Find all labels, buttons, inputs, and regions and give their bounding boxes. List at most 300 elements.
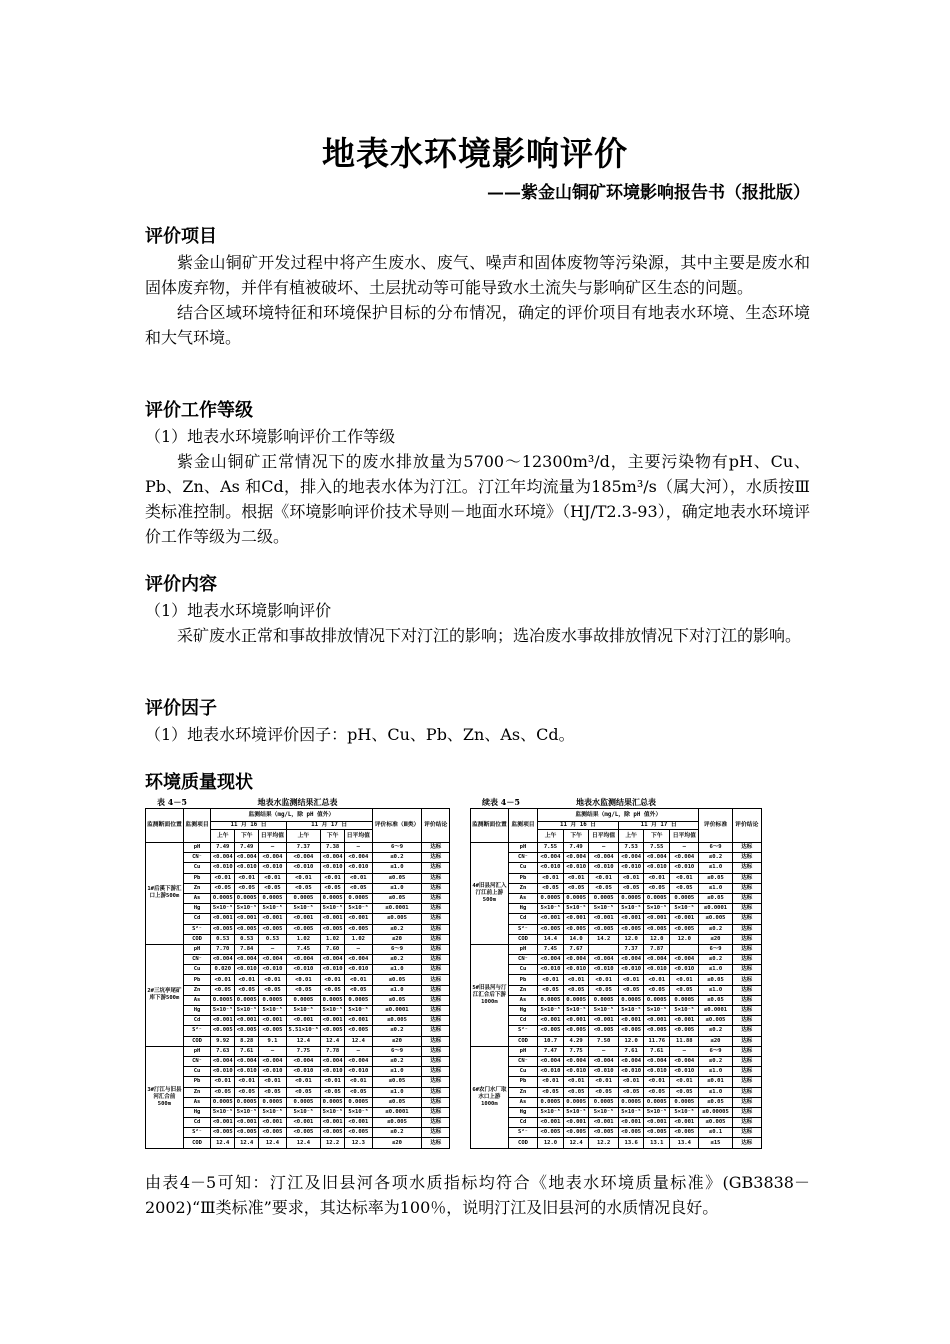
- value-cell: <0.010: [259, 965, 286, 975]
- table-row: [471, 1097, 762, 1107]
- conclusion-cell: 达标: [732, 944, 761, 954]
- value-cell: 5×10⁻⁵: [321, 1107, 345, 1117]
- value-cell: <0.05: [618, 985, 644, 995]
- header-period: 上午: [286, 830, 320, 843]
- value-cell: <0.01: [618, 1077, 644, 1087]
- table-caption: 地表水监测结果汇总表: [576, 797, 656, 807]
- value-cell: <0.010: [345, 965, 372, 975]
- value-cell: <0.010: [589, 965, 618, 975]
- value-cell: <0.005: [235, 1128, 259, 1138]
- value-cell: <0.01: [321, 1077, 345, 1087]
- value-cell: ≤0.05: [699, 873, 732, 883]
- table-row: [471, 1056, 762, 1066]
- value-cell: 0.53: [235, 934, 259, 944]
- table-row: [146, 1097, 450, 1107]
- value-cell: <0.005: [259, 1026, 286, 1036]
- value-cell: <0.001: [538, 1118, 564, 1128]
- value-cell: <0.001: [618, 1016, 644, 1026]
- value-cell: 5×10⁻⁵: [321, 904, 345, 914]
- item-cell: Zn: [183, 883, 210, 893]
- value-cell: <0.005: [644, 924, 670, 934]
- value-cell: 9.92: [211, 1036, 235, 1046]
- value-cell: <0.05: [670, 1087, 699, 1097]
- value-cell: <0.005: [589, 924, 618, 934]
- value-cell: ≤1.0: [372, 1087, 422, 1097]
- value-cell: <0.01: [644, 873, 670, 883]
- value-cell: 0.0005: [286, 995, 320, 1005]
- value-cell: <0.004: [538, 955, 564, 965]
- value-cell: 0.0005: [670, 995, 699, 1005]
- value-cell: <0.010: [589, 1067, 618, 1077]
- value-cell: <0.005: [345, 1128, 372, 1138]
- header-standard: 评价标准: [699, 809, 732, 843]
- item-cell: COD: [183, 934, 210, 944]
- section-evaluation-items: [145, 224, 810, 350]
- value-cell: 7.55: [644, 843, 670, 853]
- value-cell: <0.010: [618, 863, 644, 873]
- value-cell: 12.4: [259, 1138, 286, 1148]
- value-cell: [670, 944, 699, 954]
- table-row: [146, 914, 450, 924]
- item-cell: Cd: [508, 914, 537, 924]
- value-cell: 12.0: [670, 934, 699, 944]
- value-cell: <0.01: [538, 1077, 564, 1087]
- value-cell: <0.001: [211, 914, 235, 924]
- value-cell: 5×10⁻⁵: [538, 1006, 564, 1016]
- value-cell: 0.0005: [589, 893, 618, 903]
- value-cell: <0.004: [670, 955, 699, 965]
- value-cell: <0.005: [259, 924, 286, 934]
- header-day2: 11 月 17 日: [618, 822, 699, 830]
- site-cell: 1#后溪下游汇口上游500m: [146, 843, 184, 945]
- conclusion-cell: 达标: [422, 1087, 450, 1097]
- conclusion-cell: 达标: [732, 924, 761, 934]
- value-cell: <0.004: [563, 853, 589, 863]
- item-cell: Cu: [508, 863, 537, 873]
- value-cell: ≤0.05: [699, 893, 732, 903]
- value-cell: ≤1.0: [699, 985, 732, 995]
- value-cell: <0.05: [618, 883, 644, 893]
- value-cell: <0.005: [538, 1026, 564, 1036]
- value-cell: 0.0005: [259, 893, 286, 903]
- table-row: [471, 1087, 762, 1097]
- value-cell: <0.01: [538, 873, 564, 883]
- value-cell: <0.001: [259, 1118, 286, 1128]
- value-cell: 5×10⁻⁵: [259, 1006, 286, 1016]
- conclusion-cell: 达标: [422, 934, 450, 944]
- item-cell: COD: [508, 1138, 537, 1148]
- conclusion-cell: 达标: [422, 944, 450, 954]
- value-cell: 0.0005: [563, 1097, 589, 1107]
- table-row: [471, 1006, 762, 1016]
- table-row: [471, 863, 762, 873]
- value-cell: <0.004: [618, 1056, 644, 1066]
- table-row: [146, 1056, 450, 1066]
- value-cell: 5×10⁻⁵: [644, 1107, 670, 1117]
- value-cell: 7.70: [211, 944, 235, 954]
- value-cell: ≤0.05: [372, 995, 422, 1005]
- value-cell: 12.4: [235, 1138, 259, 1148]
- value-cell: <0.005: [618, 1026, 644, 1036]
- paragraph: 紫金山铜矿开发过程中将产生废水、废气、噪声和固体废物等污染源，其中主要是废水和固体废弃物，并伴有植被破坏、土层扰动等可能导致水土流失与影响矿区生态的问题。: [145, 253, 810, 297]
- value-cell: <0.05: [211, 883, 235, 893]
- value-cell: 0.0005: [644, 995, 670, 1005]
- value-cell: <0.05: [286, 985, 320, 995]
- value-cell: 7.78: [321, 1046, 345, 1056]
- value-cell: <0.004: [211, 955, 235, 965]
- header-period: 日平均值: [259, 830, 286, 843]
- value-cell: <0.05: [670, 883, 699, 893]
- value-cell: <0.001: [563, 914, 589, 924]
- section-heading: 评价因子: [145, 698, 217, 719]
- value-cell: <0.004: [644, 853, 670, 863]
- value-cell: <0.01: [235, 975, 259, 985]
- value-cell: <0.004: [670, 853, 699, 863]
- value-cell: 0.0005: [589, 995, 618, 1005]
- conclusion-cell: 达标: [732, 843, 761, 853]
- value-cell: 12.0: [618, 934, 644, 944]
- value-cell: <0.01: [259, 1077, 286, 1087]
- conclusion-cell: 达标: [422, 904, 450, 914]
- item-cell: S²⁻: [508, 1026, 537, 1036]
- value-cell: <0.005: [563, 924, 589, 934]
- value-cell: <0.005: [670, 1128, 699, 1138]
- conclusion-cell: 达标: [732, 914, 761, 924]
- conclusion-cell: 达标: [422, 1046, 450, 1056]
- value-cell: 7.61: [235, 1046, 259, 1056]
- value-cell: 5×10⁻⁵: [345, 1006, 372, 1016]
- conclusion-cell: 达标: [422, 1056, 450, 1066]
- value-cell: <0.01: [286, 873, 320, 883]
- value-cell: <0.001: [618, 1118, 644, 1128]
- value-cell: <0.004: [589, 1056, 618, 1066]
- table-label: 表 4－5: [157, 797, 187, 807]
- value-cell: <0.001: [644, 914, 670, 924]
- value-cell: <0.05: [563, 883, 589, 893]
- value-cell: <0.005: [321, 924, 345, 934]
- value-cell: ≤0.05: [699, 1097, 732, 1107]
- conclusion-cell: 达标: [732, 893, 761, 903]
- conclusion-cell: 达标: [422, 1077, 450, 1087]
- value-cell: 0.0005: [259, 1097, 286, 1107]
- value-cell: <0.01: [259, 975, 286, 985]
- value-cell: ≤1.0: [372, 1067, 422, 1077]
- table-row: [146, 995, 450, 1005]
- value-cell: 0.53: [259, 934, 286, 944]
- table-caption: 地表水监测结果汇总表: [257, 797, 338, 807]
- value-cell: ≤0.005: [372, 1016, 422, 1026]
- header-period: 日平均值: [345, 830, 372, 843]
- value-cell: ≤1.0: [699, 1087, 732, 1097]
- value-cell: 5×10⁻⁵: [618, 904, 644, 914]
- value-cell: <0.010: [670, 965, 699, 975]
- item-cell: As: [183, 995, 210, 1005]
- value-cell: <0.010: [286, 863, 320, 873]
- value-cell: <0.004: [286, 1056, 320, 1066]
- value-cell: <0.004: [589, 853, 618, 863]
- value-cell: <0.01: [286, 975, 320, 985]
- value-cell: <0.010: [538, 1067, 564, 1077]
- value-cell: ≤0.2: [372, 853, 422, 863]
- value-cell: ≤1.0: [372, 863, 422, 873]
- value-cell: <0.001: [670, 1016, 699, 1026]
- value-cell: <0.01: [589, 873, 618, 883]
- value-cell: 11.76: [644, 1036, 670, 1046]
- value-cell: <0.010: [211, 1067, 235, 1077]
- value-cell: <0.010: [286, 1067, 320, 1077]
- value-cell: ≤20: [699, 1036, 732, 1046]
- monitoring-tables: [145, 796, 765, 1164]
- value-cell: 5×10⁻⁵: [211, 1107, 235, 1117]
- value-cell: ≤0.05: [372, 975, 422, 985]
- value-cell: <0.001: [259, 1016, 286, 1026]
- table-row: [146, 965, 450, 975]
- value-cell: <0.001: [563, 1016, 589, 1026]
- conclusion-cell: 达标: [422, 1016, 450, 1026]
- table-row: [471, 1138, 762, 1148]
- value-cell: 0.0005: [670, 1097, 699, 1107]
- value-cell: 0.0005: [345, 893, 372, 903]
- value-cell: <0.010: [670, 863, 699, 873]
- value-cell: 5×10⁻⁵: [563, 1107, 589, 1117]
- value-cell: 5×10⁻⁵: [644, 1006, 670, 1016]
- value-cell: <0.004: [563, 955, 589, 965]
- table-row: [146, 904, 450, 914]
- value-cell: 0.0005: [538, 995, 564, 1005]
- item-cell: As: [508, 1097, 537, 1107]
- conclusion-cell: 达标: [422, 985, 450, 995]
- value-cell: <0.001: [321, 1016, 345, 1026]
- header-day1: 11 月 16 日: [211, 822, 286, 830]
- value-cell: <0.004: [644, 955, 670, 965]
- value-cell: <0.004: [259, 955, 286, 965]
- item-cell: As: [183, 893, 210, 903]
- value-cell: 8.28: [235, 1036, 259, 1046]
- value-cell: <0.010: [321, 863, 345, 873]
- value-cell: —: [345, 843, 372, 853]
- page-title: 地表水环境影响评价: [322, 134, 628, 173]
- value-cell: 7.49: [211, 843, 235, 853]
- value-cell: ≤1.0: [699, 965, 732, 975]
- value-cell: 5×10⁻⁵: [589, 904, 618, 914]
- table-row: [471, 924, 762, 934]
- conclusion-cell: 达标: [422, 965, 450, 975]
- header-site: 监测断面位置: [471, 809, 509, 843]
- value-cell: <0.001: [589, 1016, 618, 1026]
- conclusion-cell: 达标: [422, 1036, 450, 1046]
- conclusion-cell: 达标: [732, 975, 761, 985]
- value-cell: <0.01: [259, 873, 286, 883]
- site-cell: 2#三坑亭尾矿库下游500m: [146, 944, 184, 1046]
- item-cell: Pb: [508, 1077, 537, 1087]
- conclusion-cell: 达标: [732, 1067, 761, 1077]
- value-cell: <0.01: [211, 975, 235, 985]
- table-row: [471, 995, 762, 1005]
- conclusion-cell: 达标: [732, 1097, 761, 1107]
- value-cell: <0.001: [589, 1118, 618, 1128]
- conclusion-cell: 达标: [732, 904, 761, 914]
- table-row: [146, 975, 450, 985]
- section-evaluation-content: [145, 572, 810, 648]
- value-cell: <0.05: [345, 883, 372, 893]
- value-cell: ≤0.2: [372, 1026, 422, 1036]
- value-cell: ≤0.2: [699, 924, 732, 934]
- table-row: [146, 985, 450, 995]
- value-cell: <0.05: [286, 883, 320, 893]
- value-cell: 7.63: [211, 1046, 235, 1056]
- value-cell: 5×10⁻⁵: [589, 1107, 618, 1117]
- value-cell: <0.004: [618, 955, 644, 965]
- value-cell: 5×10⁻⁵: [235, 1107, 259, 1117]
- value-cell: ≤20: [372, 1138, 422, 1148]
- item-cell: Hg: [508, 1006, 537, 1016]
- table-row: [471, 985, 762, 995]
- value-cell: <0.01: [538, 975, 564, 985]
- value-cell: ≤0.2: [372, 924, 422, 934]
- value-cell: 7.61: [644, 1046, 670, 1056]
- value-cell: 7.49: [235, 843, 259, 853]
- value-cell: <0.005: [259, 1128, 286, 1138]
- value-cell: <0.010: [345, 1067, 372, 1077]
- conclusion-cell: 达标: [732, 863, 761, 873]
- value-cell: <0.005: [589, 1026, 618, 1036]
- value-cell: <0.005: [321, 1128, 345, 1138]
- value-cell: 12.0: [618, 1036, 644, 1046]
- value-cell: <0.01: [345, 1077, 372, 1087]
- value-cell: 7.47: [538, 1046, 564, 1056]
- item-cell: Pb: [183, 873, 210, 883]
- item-cell: Pb: [508, 873, 537, 883]
- value-cell: ≤20: [372, 934, 422, 944]
- value-cell: <0.010: [345, 863, 372, 873]
- item-cell: Zn: [183, 1087, 210, 1097]
- item-cell: CN⁻: [508, 853, 537, 863]
- value-cell: <0.004: [321, 853, 345, 863]
- value-cell: 0.0005: [644, 1097, 670, 1107]
- value-cell: <0.01: [644, 975, 670, 985]
- page-subtitle: ——紫金山铜矿环境影响报告书（报批版）: [487, 183, 810, 203]
- table-row: [471, 1046, 762, 1056]
- table-row: [146, 893, 450, 903]
- value-cell: 0.0005: [345, 1097, 372, 1107]
- value-cell: <0.05: [538, 985, 564, 995]
- value-cell: 7.84: [235, 944, 259, 954]
- table-row: [146, 1006, 450, 1016]
- value-cell: 0.020: [211, 965, 235, 975]
- value-cell: 5×10⁻⁵: [286, 1006, 320, 1016]
- value-cell: <0.001: [538, 1016, 564, 1026]
- value-cell: <0.05: [538, 883, 564, 893]
- value-cell: 0.0005: [321, 995, 345, 1005]
- value-cell: [589, 944, 618, 954]
- table-row: [146, 1087, 450, 1097]
- value-cell: <0.05: [618, 1087, 644, 1097]
- value-cell: —: [259, 843, 286, 853]
- item-cell: CN⁻: [183, 853, 210, 863]
- value-cell: ≤0.2: [699, 853, 732, 863]
- conclusion-cell: 达标: [422, 1138, 450, 1148]
- item-cell: Cd: [183, 914, 210, 924]
- conclusion-paragraph: 由表4－5可知：汀江及旧县河各项水质指标均符合《地表水环境质量标准》(GB3838－2002)“Ⅲ类标准”要求，其达标率为100％，说明汀江及旧县河的水质情况良好。: [145, 1173, 810, 1217]
- site-cell: 6#农门水厂取水口上游1000m: [471, 1046, 509, 1148]
- header-item: 监测项目: [183, 809, 210, 843]
- value-cell: 0.0005: [538, 893, 564, 903]
- item-cell: CN⁻: [508, 1056, 537, 1066]
- table-row: [471, 904, 762, 914]
- value-cell: 5×10⁻⁵: [321, 1006, 345, 1016]
- value-cell: 5.51×10⁻³: [286, 1026, 320, 1036]
- item-cell: pH: [183, 843, 210, 853]
- header-day2: 11 月 17 日: [286, 822, 372, 830]
- value-cell: 12.2: [589, 1138, 618, 1148]
- value-cell: <0.010: [211, 863, 235, 873]
- value-cell: <0.010: [618, 965, 644, 975]
- table-row: [471, 965, 762, 975]
- value-cell: <0.05: [259, 985, 286, 995]
- value-cell: ≤0.05: [699, 995, 732, 1005]
- value-cell: <0.01: [286, 1077, 320, 1087]
- value-cell: 0.0005: [235, 1097, 259, 1107]
- section-heading: 评价工作等级: [145, 400, 253, 421]
- value-cell: <0.005: [345, 1026, 372, 1036]
- value-cell: ≤0.0001: [372, 904, 422, 914]
- value-cell: <0.05: [589, 1087, 618, 1097]
- value-cell: <0.005: [235, 924, 259, 934]
- value-cell: <0.010: [321, 1067, 345, 1077]
- value-cell: 0.0005: [211, 1097, 235, 1107]
- value-cell: <0.010: [644, 965, 670, 975]
- value-cell: —: [589, 1046, 618, 1056]
- value-cell: <0.001: [563, 1118, 589, 1128]
- value-cell: <0.01: [670, 873, 699, 883]
- conclusion-cell: 达标: [732, 1046, 761, 1056]
- monitoring-table-left: [145, 808, 450, 1149]
- table-row: [146, 1067, 450, 1077]
- conclusion-cell: 达标: [732, 955, 761, 965]
- item-cell: Cu: [183, 965, 210, 975]
- item-cell: Pb: [508, 975, 537, 985]
- value-cell: <0.005: [211, 924, 235, 934]
- value-cell: 0.0005: [644, 893, 670, 903]
- conclusion-cell: 达标: [732, 1026, 761, 1036]
- value-cell: 14.4: [538, 934, 564, 944]
- value-cell: <0.010: [286, 965, 320, 975]
- value-cell: 7.53: [618, 843, 644, 853]
- value-cell: 4.29: [563, 1036, 589, 1046]
- value-cell: <0.001: [235, 914, 259, 924]
- value-cell: 5×10⁻⁵: [211, 904, 235, 914]
- value-cell: —: [670, 843, 699, 853]
- table-row: [146, 944, 450, 954]
- value-cell: 5×10⁻⁵: [259, 1107, 286, 1117]
- value-cell: 1.02: [345, 934, 372, 944]
- value-cell: <0.001: [345, 914, 372, 924]
- item-cell: Pb: [183, 1077, 210, 1087]
- value-cell: ≤1.0: [699, 883, 732, 893]
- value-cell: <0.010: [235, 1067, 259, 1077]
- value-cell: <0.05: [235, 1087, 259, 1097]
- table-row: [471, 883, 762, 893]
- value-cell: <0.005: [345, 924, 372, 934]
- value-cell: 6～9: [372, 944, 422, 954]
- value-cell: ≤0.1: [699, 1128, 732, 1138]
- table-row: [146, 934, 450, 944]
- value-cell: 12.4: [563, 1138, 589, 1148]
- value-cell: <0.004: [618, 853, 644, 863]
- value-cell: <0.05: [563, 1087, 589, 1097]
- value-cell: ≤0.005: [372, 1118, 422, 1128]
- value-cell: <0.05: [211, 1087, 235, 1097]
